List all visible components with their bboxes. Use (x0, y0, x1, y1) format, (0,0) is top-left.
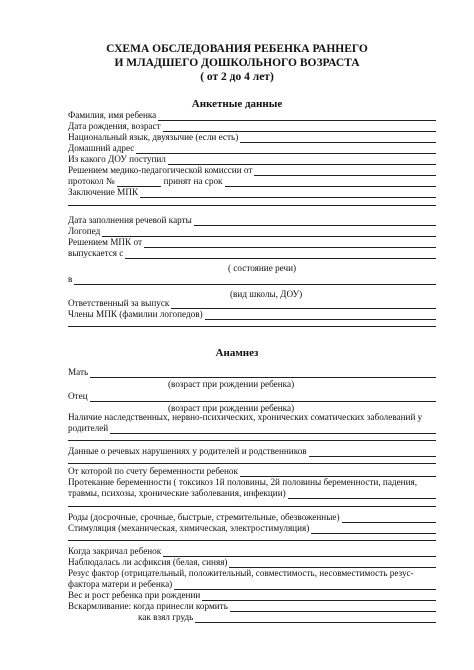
field-rhesus[interactable] (68, 579, 436, 590)
field-birth-date[interactable] (68, 121, 436, 132)
section-title-questionnaire: Анкетные данные (191, 98, 283, 110)
field-label: Решением медико-педагогической комиссии от (68, 165, 253, 175)
section-title-anamnesis: Анамнез (215, 347, 259, 359)
blank-line[interactable] (68, 326, 436, 327)
field-breast[interactable] (138, 612, 436, 623)
field-label: Домашний адрес (68, 143, 135, 153)
blank-line[interactable] (68, 540, 436, 541)
hint-father-age: (возраст при рождении ребенка) (168, 403, 295, 413)
field-father[interactable] (68, 391, 436, 402)
field-underline (288, 489, 436, 499)
hint-speech-state: ( состояние речи) (228, 263, 297, 273)
field-underline (117, 177, 161, 187)
field-underline (205, 310, 436, 320)
field-home-address[interactable] (68, 143, 436, 154)
field-first-cry[interactable] (68, 546, 436, 557)
field-label-accepted: принят на срок (163, 176, 223, 186)
field-underline (144, 238, 436, 248)
field-label: Стимуляция (механическая, химическая, электростимуляция) (68, 523, 310, 533)
field-label: Решением МПК от (68, 237, 142, 247)
field-label: Фамилия, имя ребенка (68, 110, 157, 120)
field-label: Из какого ДОУ поступил (68, 154, 166, 164)
field-label: протокол № (68, 176, 115, 186)
field-underline (225, 177, 437, 187)
field-asphyxia[interactable] (68, 557, 436, 568)
blank-line[interactable] (68, 506, 436, 507)
field-commission-date[interactable] (68, 165, 436, 176)
field-underline (229, 558, 436, 568)
field-label: Национальный язык, двуязычие (если есть) (68, 132, 239, 142)
field-card-date[interactable] (68, 215, 436, 226)
field-stimulation[interactable] (68, 523, 436, 534)
field-label: Дата заполнения речевой карты (68, 215, 192, 225)
field-underline (202, 591, 436, 601)
field-underline (110, 424, 436, 434)
field-label: выпускается с (68, 248, 124, 258)
field-underline (125, 249, 436, 259)
field-mother[interactable] (68, 367, 436, 378)
field-protocol[interactable] (68, 176, 436, 187)
field-destination[interactable] (68, 274, 436, 285)
hint-school-type: (вид школы, ДОУ) (230, 289, 303, 299)
field-label: травмы, психозы, хронические заболевания, инфекции) (68, 488, 286, 498)
field-label: Наблюдалась ли асфиксия (белая, синяя) (68, 557, 228, 567)
field-language[interactable] (68, 132, 436, 143)
field-label: Вес и рост ребенка при рождении (68, 590, 201, 600)
field-underline (311, 524, 436, 534)
field-mpk-members[interactable] (68, 309, 436, 320)
field-underline (136, 144, 436, 154)
field-pregnancy-course-label: Протекание беременности ( токсикоз 1й половины, 2й половины беременности, падения, (68, 477, 418, 487)
field-underline (171, 299, 436, 309)
field-label: Логопед (68, 226, 101, 236)
field-label: Члены МПК (фамилии логопедов) (68, 309, 203, 319)
field-label: Ответственный за выпуск (68, 298, 170, 308)
field-underline (163, 547, 436, 557)
field-label: как взял грудь (138, 612, 194, 622)
field-underline (309, 447, 436, 457)
field-label: в (68, 274, 73, 284)
field-underline (240, 467, 436, 477)
field-underline (174, 580, 436, 590)
field-label: Когда закричал ребенок (68, 546, 162, 556)
field-underline (240, 133, 436, 143)
field-underline (254, 166, 436, 176)
field-label: Вскармливание: когда принесли кормить (68, 601, 228, 611)
field-rhesus-label: Резус фактор (отрицательный, положительный, совместимость, несовместимость резус- (68, 568, 414, 578)
field-underline (90, 392, 436, 402)
field-underline (102, 227, 436, 237)
field-weight-height[interactable] (68, 590, 436, 601)
doc-title-line-3: ( от 2 до 4 лет) (200, 71, 274, 83)
field-label: Отец (68, 391, 88, 401)
blank-line[interactable] (68, 440, 436, 441)
field-underline (140, 188, 436, 198)
field-underline (230, 602, 436, 612)
field-hereditary-label: Наличие наследственных, нервно-психических, хронических соматических заболеваний у (68, 412, 423, 422)
field-underline (194, 216, 436, 226)
field-mpk-decision[interactable] (68, 237, 436, 248)
field-previous-dou[interactable] (68, 154, 436, 165)
field-feeding[interactable] (68, 601, 436, 612)
field-released[interactable] (68, 248, 436, 259)
field-underline (168, 155, 436, 165)
field-pregnancy-course[interactable] (68, 488, 436, 499)
field-child-name[interactable] (68, 110, 436, 121)
field-label: Дата рождения, возраст (68, 121, 161, 131)
blank-line[interactable] (68, 463, 436, 464)
field-underline (163, 122, 436, 132)
field-label: От которой по счету беременности ребенок (68, 466, 238, 476)
field-label: Роды (досрочные, срочные, быстрые, стремительные, обезвоженные) (68, 512, 340, 522)
field-label: фактора матери и ребенка) (68, 579, 173, 589)
field-underline (74, 275, 436, 285)
field-birth-type[interactable] (68, 512, 436, 523)
doc-title-line-1: СХЕМА ОБСЛЕДОВАНИЯ РЕБЕНКА РАННЕГО (106, 43, 368, 55)
field-responsible[interactable] (68, 298, 436, 309)
field-underline (342, 513, 436, 523)
field-hereditary[interactable] (68, 423, 436, 434)
field-underline (90, 368, 436, 378)
hint-mother-age: (возраст при рождении ребенка) (168, 379, 295, 389)
field-label: Данные о речевых нарушениях у родителей и родственников (68, 446, 307, 456)
doc-title-line-2: И МЛАДШЕГО ДОШКОЛЬНОГО ВОЗРАСТА (114, 57, 360, 69)
field-label: Мать (68, 367, 89, 377)
field-underline (158, 111, 436, 121)
field-label: Заключение МПК (68, 187, 139, 197)
blank-line[interactable] (68, 205, 436, 206)
field-logoped[interactable] (68, 226, 436, 237)
field-mpk-conclusion[interactable] (68, 187, 436, 198)
field-speech-disorders[interactable] (68, 446, 436, 457)
field-pregnancy-number[interactable] (68, 466, 436, 477)
field-label: родителей (68, 423, 109, 433)
field-underline (195, 613, 436, 623)
